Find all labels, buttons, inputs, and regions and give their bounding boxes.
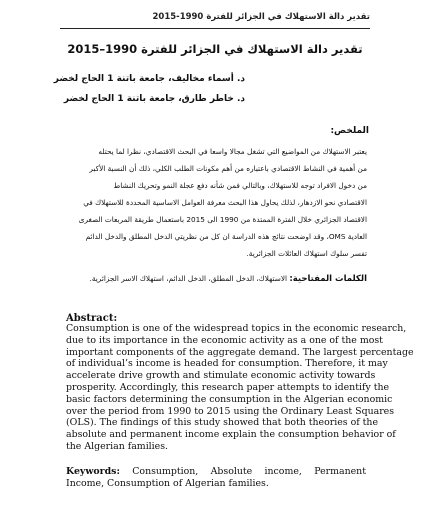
english-abstract-line: important components of the aggregate demand. The largest percentage [66, 346, 414, 358]
english-abstract-body [66, 323, 414, 453]
arabic-keywords [62, 274, 367, 284]
arabic-keywords-label: الكلمات المفتاحية: [289, 274, 367, 284]
arabic-abstract-line: الاقتصادي نحو الازدهار، لذلك يحاول هذا البحث معرفة العوامل الاساسية المحددة للاستهلاك في [83, 198, 367, 207]
english-abstract-line: due to its importance in the economic activity as a one of the most [66, 334, 383, 346]
english-abstract-line: accelerate drive growth and stimulate economic activity towards [66, 370, 376, 382]
arabic-abstract-line: تفسر سلوك استهلاك العائلات الجزائرية. [246, 249, 367, 258]
english-keywords-label: Keywords: [66, 466, 120, 477]
english-abstract-line: Consumption is one of the widespread topics in the economic research, [66, 323, 407, 334]
english-abstract-heading: Abstract: [66, 313, 118, 324]
arabic-abstract-line: يعتبر الاستهلاك من المواضيع التي تشغل مجالا واسعا في البحث الاقتصادي، نظرا لما يحتله [98, 147, 367, 156]
author-line: د. أسماء مخاليف، جامعة باتنة 1 الحاج لخضر [53, 74, 245, 84]
author-line: د. خاطر طارق، جامعة باتنة 1 الحاج لخضر [63, 94, 245, 104]
arabic-abstract-line: من دخول الافراد توجه للاستهلاك، وبالتالي فمن شأنه دفع عجلة النمو وتحريك النشاط [113, 181, 367, 190]
arabic-abstract-line: من أهمية في النشاط الاقتصادي باعتباره من أهم مكونات الطلب الكلي، ذلك أن النسبة الأكبر [89, 164, 367, 173]
english-abstract-line: the Algerian families. [66, 440, 169, 452]
paper-title: تقدير دالة الاستهلاك في الجزائر للفترة 1990–2015 [67, 42, 363, 56]
english-abstract-line: absolute and permanent income explain the consumption behavior of [66, 429, 396, 441]
english-abstract-line: basic factors determining the consumption in the Algerian economic [66, 393, 393, 405]
header-rule [60, 28, 370, 29]
running-header: تقدير دالة الاستهلاك في الجزائر للفترة 1990-2015 [152, 12, 370, 22]
english-keywords [66, 466, 366, 490]
arabic-abstract-line: العادية OMS، وقد اوضحت نتائج هذه الدراسة ان كل من نظريتي الدخل المطلق والدخل الدائم [85, 232, 367, 241]
arabic-abstract-line: الاقتصاد الجزائري خلال الفترة الممتدة من 1990 الى 2015 باستعمال طريقة المربعات الصغرى [78, 215, 367, 224]
english-abstract-line: prosperity. Accordingly, this research paper attempts to identify the [66, 381, 390, 393]
arabic-abstract-body [62, 143, 367, 262]
arabic-keywords-text: الاستهلاك، الدخل المطلق، الدخل الدائم، استهلاك الاسر الجزائرية. [89, 274, 288, 283]
english-abstract-line: over the period from 1990 to 2015 using the Ordinary Least Squares [66, 405, 395, 417]
english-abstract-line: of individual’s income is headed for consumption. Therefore, it may [66, 358, 388, 370]
arabic-abstract-heading: الملخص: [330, 126, 369, 136]
english-keywords-text: Consumption, Absolute income, Permanent Income, Consumption of Algerian families. [66, 466, 366, 489]
english-abstract-line: (OLS). The findings of this study showed that both theories of the [66, 417, 379, 429]
